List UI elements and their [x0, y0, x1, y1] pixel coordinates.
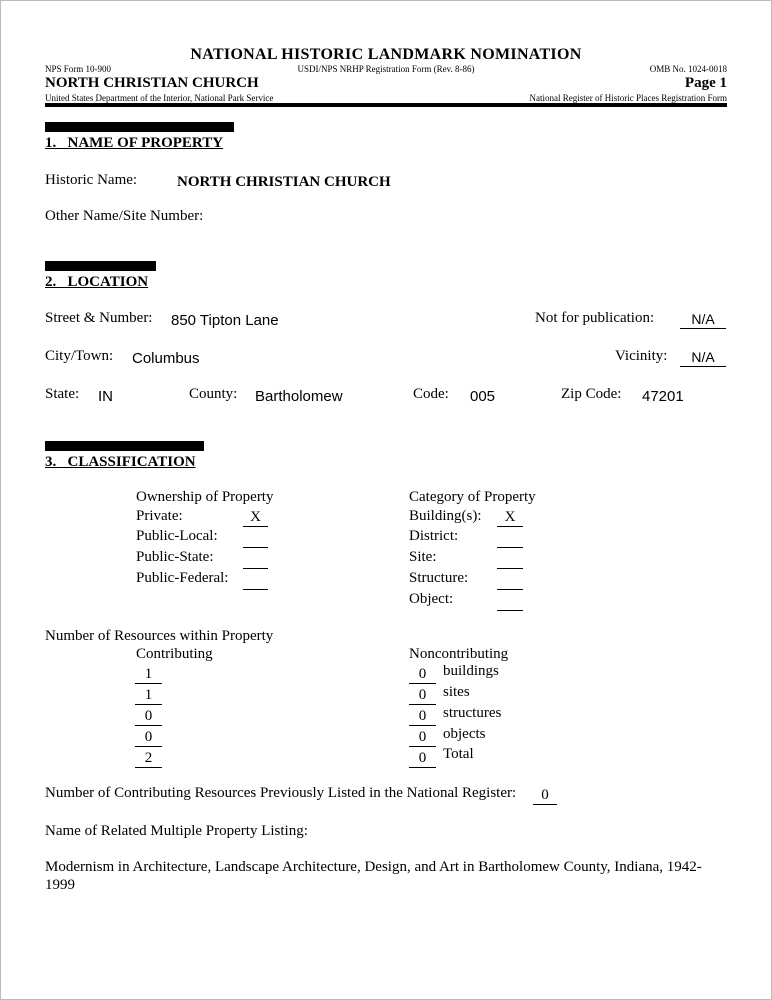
resources-heading: Number of Resources within Property: [45, 628, 274, 644]
not-for-publication-value: N/A: [680, 311, 726, 329]
multiple-listing-line-2: 1999: [45, 877, 75, 893]
vicinity-label: Vicinity:: [615, 348, 668, 364]
multiple-listing-line-1: Modernism in Architecture, Landscape Architecture, Design, and Art in Bartholomew County, Indiana, 1942-: [45, 859, 702, 875]
section-bar-2: [45, 261, 156, 271]
form-number: NPS Form 10-900: [45, 64, 112, 74]
ownership-public-federal-value: [243, 572, 268, 590]
city-value: Columbus: [132, 350, 200, 367]
ownership-public-state-value: [243, 551, 268, 569]
category-building-value: X: [497, 509, 523, 527]
resource-label-total: Total: [443, 746, 474, 762]
ownership-private-value: X: [243, 509, 268, 527]
state-label: State:: [45, 386, 80, 402]
historic-name-label: Historic Name:: [45, 172, 138, 188]
code-value: 005: [470, 388, 496, 405]
noncontributing-buildings: 0: [409, 666, 436, 684]
ownership-public-local-value: [243, 530, 268, 548]
ownership-public-local-label: Public-Local:: [136, 528, 218, 544]
form-name: USDI/NPS NRHP Registration Form (Rev. 8-86): [297, 64, 475, 74]
category-structure-value: [497, 572, 523, 590]
state-value: IN: [98, 388, 113, 405]
noncontributing-objects: 0: [409, 729, 436, 747]
section-heading-classification: 3. CLASSIFICATION: [45, 454, 196, 470]
street-label: Street & Number:: [45, 310, 153, 326]
contributing-sites: 1: [135, 687, 162, 705]
resource-label-buildings: buildings: [443, 663, 499, 679]
resource-label-objects: objects: [443, 726, 486, 742]
contributing-total: 2: [135, 750, 162, 768]
city-label: City/Town:: [45, 348, 114, 364]
category-heading: Category of Property: [409, 489, 536, 505]
county-value: Bartholomew: [255, 388, 343, 405]
resource-label-sites: sites: [443, 684, 470, 700]
code-label: Code:: [413, 386, 449, 402]
category-structure-label: Structure:: [409, 570, 469, 586]
omb-number: OMB No. 1024-0018: [649, 64, 727, 74]
zip-value: 47201: [642, 388, 684, 405]
category-site-value: [497, 551, 523, 569]
noncontributing-total: 0: [409, 750, 436, 768]
section-bar-1: [45, 122, 234, 132]
ownership-private-label: Private:: [136, 508, 183, 524]
multiple-listing-label: Name of Related Multiple Property Listing:: [45, 823, 308, 839]
header-property-name: NORTH CHRISTIAN CHURCH: [45, 75, 259, 91]
previously-listed-label: Number of Contributing Resources Previously Listed in the National Register:: [45, 785, 517, 801]
contributing-structures: 0: [135, 708, 162, 726]
ownership-public-federal-label: Public-Federal:: [136, 570, 229, 586]
category-district-label: District:: [409, 528, 459, 544]
register-line: National Register of Historic Places Registration Form: [529, 93, 727, 103]
category-district-value: [497, 530, 523, 548]
section-bar-3: [45, 441, 204, 451]
category-site-label: Site:: [409, 549, 437, 565]
contributing-objects: 0: [135, 729, 162, 747]
contributing-buildings: 1: [135, 666, 162, 684]
vicinity-value: N/A: [680, 349, 726, 367]
page-number: Page 1: [684, 75, 727, 91]
form-title: NATIONAL HISTORIC LANDMARK NOMINATION: [190, 46, 582, 63]
ownership-public-state-label: Public-State:: [136, 549, 214, 565]
noncontributing-sites: 0: [409, 687, 436, 705]
noncontributing-heading: Noncontributing: [409, 646, 509, 662]
resource-label-structures: structures: [443, 705, 502, 721]
other-name-label: Other Name/Site Number:: [45, 208, 204, 224]
section-heading-name: 1. NAME OF PROPERTY: [45, 135, 224, 151]
category-object-value: [497, 593, 523, 611]
ownership-heading: Ownership of Property: [136, 489, 274, 505]
previously-listed-value: 0: [533, 787, 557, 805]
zip-label: Zip Code:: [561, 386, 622, 402]
section-heading-location: 2. LOCATION: [45, 274, 149, 290]
noncontributing-structures: 0: [409, 708, 436, 726]
department-line: United States Department of the Interior, National Park Service: [45, 93, 274, 103]
not-for-publication-label: Not for publication:: [535, 310, 655, 326]
historic-name-value: NORTH CHRISTIAN CHURCH: [177, 174, 391, 190]
county-label: County:: [189, 386, 238, 402]
contributing-heading: Contributing: [136, 646, 213, 662]
street-value: 850 Tipton Lane: [171, 312, 279, 329]
category-object-label: Object:: [409, 591, 454, 607]
category-building-label: Building(s):: [409, 508, 482, 524]
header-rule: [45, 103, 727, 107]
